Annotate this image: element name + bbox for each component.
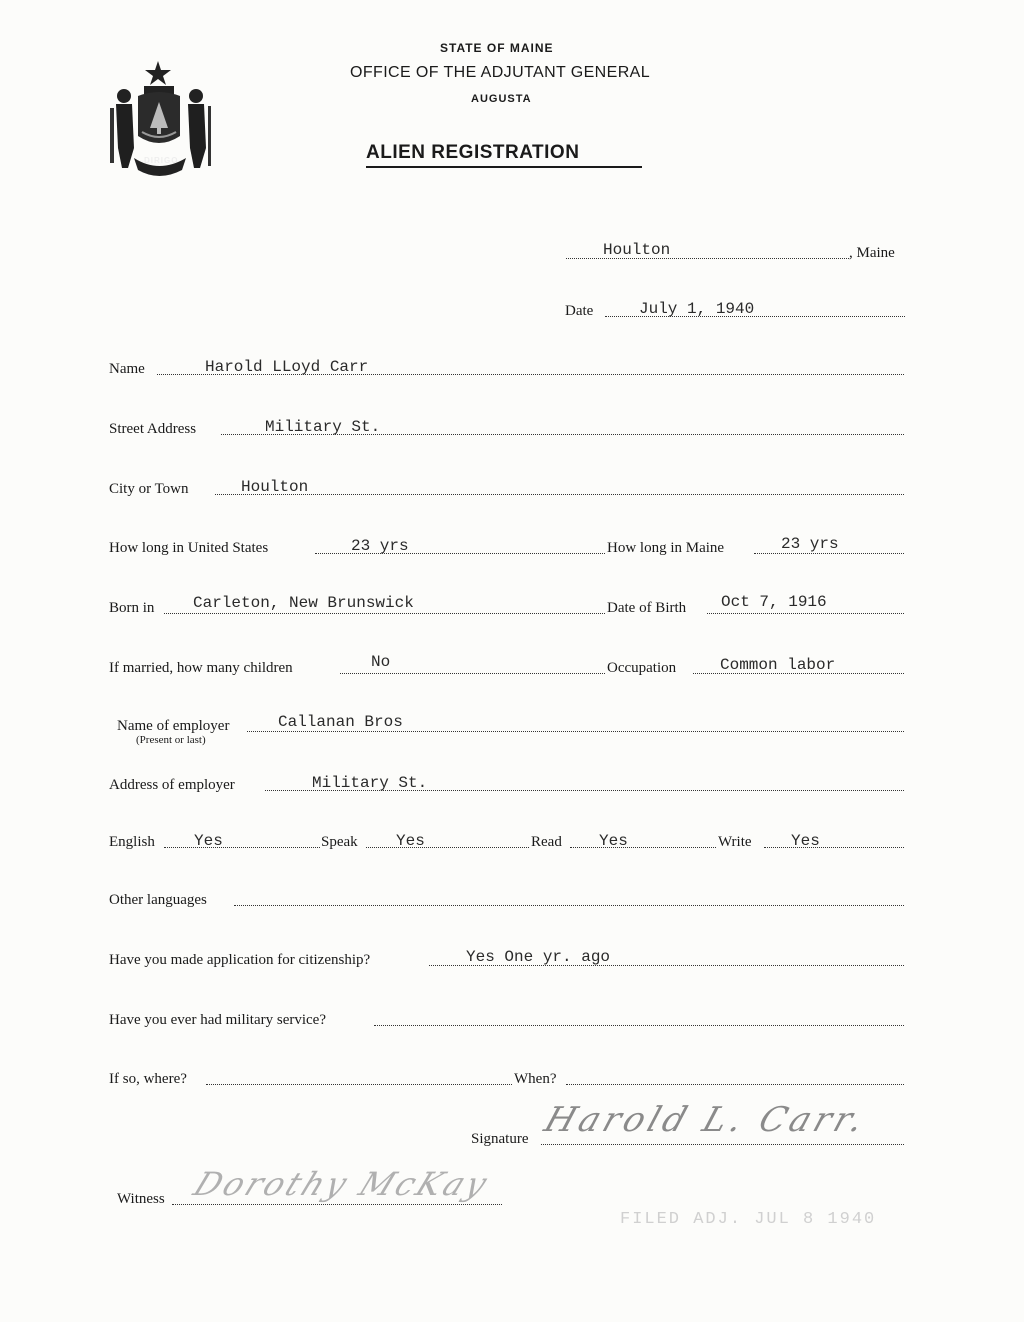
signature-label: Signature <box>471 1131 529 1147</box>
military-label: Have you ever had military service? <box>109 1012 326 1028</box>
speak-label: Speak <box>321 834 358 850</box>
seal-motto: DIRIGO <box>144 156 179 165</box>
city-value: Houlton <box>241 478 309 496</box>
employer-address-value: Military St. <box>312 774 428 792</box>
when-line <box>566 1084 904 1085</box>
born-in-line <box>164 613 605 614</box>
city-label: City or Town <box>109 481 189 497</box>
read-label: Read <box>531 834 562 850</box>
witness-label: Witness <box>117 1191 165 1207</box>
how-long-us-label: How long in United States <box>109 540 269 556</box>
born-in-value: Carleton, New Brunswick <box>193 594 414 612</box>
military-line <box>374 1025 904 1026</box>
write-line <box>764 847 904 848</box>
other-languages-label: Other languages <box>109 892 207 908</box>
read-value: Yes <box>599 832 628 850</box>
city-line <box>215 494 904 495</box>
header-office: OFFICE OF THE ADJUTANT GENERAL <box>350 64 651 81</box>
how-long-us-value: 23 yrs <box>351 537 409 555</box>
employer-value: Callanan Bros <box>278 713 403 731</box>
header-state: STATE OF MAINE <box>440 41 554 55</box>
date-value: July 1, 1940 <box>639 300 755 318</box>
born-in-label: Born in <box>109 600 155 616</box>
occupation-value: Common labor <box>720 656 836 674</box>
read-line <box>570 847 716 848</box>
dob-line <box>707 613 904 614</box>
children-label: If married, how many children <box>109 660 293 676</box>
witness-value: Dorothy McKay <box>188 1165 496 1203</box>
children-line <box>340 673 605 674</box>
where-line <box>206 1084 512 1085</box>
employer-label: Name of employer <box>117 718 230 734</box>
place-suffix: , Maine <box>849 245 895 261</box>
citizenship-label: Have you made application for citizenship? <box>109 952 371 968</box>
received-stamp: FILED ADJ. JUL 8 1940 <box>620 1210 877 1229</box>
other-languages-line <box>234 905 904 906</box>
when-label: When? <box>514 1071 557 1087</box>
header-city: AUGUSTA <box>471 93 532 105</box>
date-label: Date <box>565 303 594 319</box>
where-label: If so, where? <box>109 1071 187 1087</box>
english-value: Yes <box>194 832 223 850</box>
name-label: Name <box>109 361 145 377</box>
citizenship-value: Yes One yr. ago <box>466 948 611 966</box>
place-town-value: Houlton <box>603 241 671 259</box>
name-value: Harold LLoyd Carr <box>205 358 369 376</box>
speak-value: Yes <box>396 832 425 850</box>
dob-value: Oct 7, 1916 <box>721 593 827 611</box>
street-value: Military St. <box>265 418 381 436</box>
employer-address-label: Address of employer <box>109 777 235 793</box>
how-long-maine-line <box>754 553 904 554</box>
occupation-label: Occupation <box>607 660 677 676</box>
speak-line <box>366 847 529 848</box>
signature-line <box>541 1144 904 1145</box>
employer-line <box>247 731 904 732</box>
employer-sublabel: (Present or last) <box>136 734 206 746</box>
signature-value: Harold L. Carr. <box>539 1100 873 1140</box>
write-label: Write <box>718 834 752 850</box>
english-line <box>164 847 320 848</box>
english-label: English <box>109 834 155 850</box>
witness-line <box>172 1204 502 1205</box>
dob-label: Date of Birth <box>607 600 687 616</box>
street-label: Street Address <box>109 421 197 437</box>
write-value: Yes <box>791 832 820 850</box>
title-underline <box>366 166 642 168</box>
children-value: No <box>371 653 391 671</box>
how-long-maine-label: How long in Maine <box>607 540 725 556</box>
how-long-maine-value: 23 yrs <box>781 535 839 553</box>
form-title: ALIEN REGISTRATION <box>366 142 580 163</box>
